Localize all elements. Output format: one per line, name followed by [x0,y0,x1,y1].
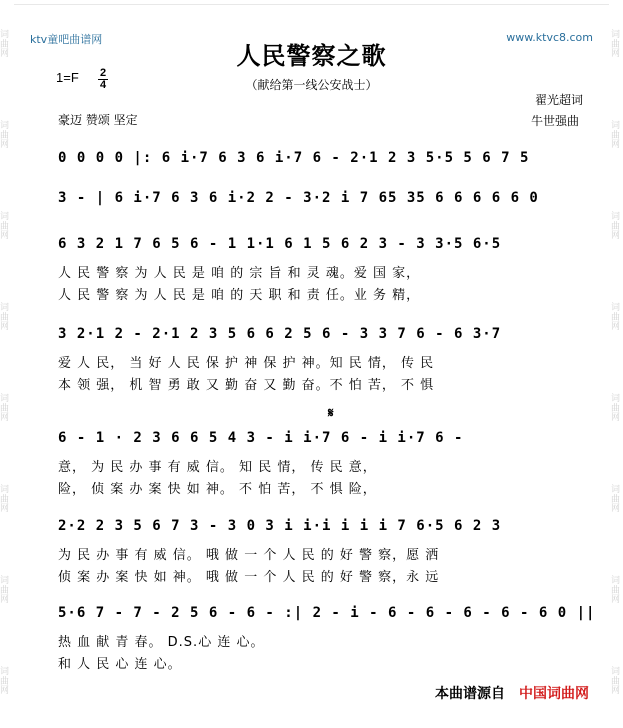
watermark-border-text: 词 曲 网 [611,394,621,424]
watermark-site-left: ktv童吧曲谱网 [30,33,103,46]
lyrics-line-4-verse-1: 爱 人 民， 当 好 人 民 保 护 神 保 护 神。知 民 情， 传 民 [58,356,435,371]
notation-line-2: 3 - | 6 i·7 6 3 6 i·2 2 - 3·2 i 7 65 35 6 6 6 6 6 0 [58,190,539,206]
watermark-border-text: 词 曲 网 [0,303,10,333]
time-signature [96,68,110,91]
watermark-border-text: 词 曲 网 [611,667,621,697]
lyricist: 翟光超词 [534,93,583,107]
watermark-border-text: 词 曲 网 [0,485,10,515]
source-credit [435,683,589,703]
notation-line-1: 0 0 0 0 |: 6 i·7 6 3 6 i·7 6 - 2·1 2 3 5·5 5 6 7 5 [58,150,530,166]
dedication: （献给第一线公安战士） [245,78,378,92]
watermark-border-text: 词 曲 网 [611,212,621,242]
top-rule [14,4,609,5]
right-watermark-strip [611,0,623,728]
lyrics-line-6-verse-2: 侦 案 办 案 快 如 神。 哦 做 一 个 人 民 的 好 警 察，永 远 [58,570,440,585]
watermark-border-text: 词 曲 网 [0,576,10,606]
notation-line-7: 5·6 7 - 7 - 2 5 6 - 6 - :| 2 - i - 6 - 6 - 6 - 6 - 6 0 || [58,605,596,621]
notation-line-5: 6 - 1 · 2 3 6 6 5 4 3 - i i·7 6 - i i·7 6 - [58,430,464,446]
notation-line-6: 2·2 2 3 5 6 7 3 - 3 0 3 i i·i i i i 7 6·5 6 2 3 [58,518,502,534]
watermark-border-text: 词 曲 网 [611,576,621,606]
lyrics-line-4-verse-2: 本 领 强， 机 智 勇 敢 又 勤 奋 又 勤 奋。不 怕 苦， 不 惧 [58,378,435,393]
tempo-marking: 豪迈 赞颂 坚定 [58,113,138,127]
watermark-site-right: www.ktvc8.com [506,31,593,44]
left-watermark-strip [0,0,12,728]
watermark-border-text: 词 曲 网 [611,30,621,60]
watermark-border-text: 词 曲 网 [0,121,10,151]
lyrics-line-5-verse-1: 意， 为 民 办 事 有 威 信。 知 民 情， 传 民 意， [58,460,377,475]
source-credit-prefix: 本曲谱源自 [435,686,505,702]
time-signature-top: 2 [99,67,107,79]
composer: 牛世强曲 [530,114,579,128]
lyrics-line-5-verse-2: 险， 侦 案 办 案 快 如 神。 不 怕 苦， 不 惧 险， [58,482,377,497]
watermark-border-text: 词 曲 网 [611,121,621,151]
lyrics-line-7-verse-1: 热 血 献 青 春。 D.S.心 连 心。 [58,635,265,650]
watermark-border-text: 词 曲 网 [0,212,10,242]
notation-line-3: 6 3 2 1 7 6 5 6 - 1 1·1 6 1 5 6 2 3 - 3 3·5 6·5 [58,236,502,252]
key-signature: 1=F [56,70,79,85]
watermark-border-text: 词 曲 网 [0,394,10,424]
notation-line-4: 3 2·1 2 - 2·1 2 3 5 6 6 2 5 6 - 3 3 7 6 - 6 3·7 [58,326,502,342]
lyrics-line-3-verse-1: 人 民 警 察 为 人 民 是 咱 的 宗 旨 和 灵 魂。爱 国 家， [58,266,421,281]
song-title: 人民警察之歌 [236,42,387,70]
watermark-border-text: 词 曲 网 [0,667,10,697]
source-credit-brand: 中国词曲网 [519,686,589,702]
time-signature-bottom: 4 [99,79,107,91]
segno-sign: 𝄋 [328,406,334,421]
lyrics-line-3-verse-2: 人 民 警 察 为 人 民 是 咱 的 天 职 和 责 任。业 务 精， [58,288,421,303]
watermark-border-text: 词 曲 网 [611,485,621,515]
lyrics-line-6-verse-1: 为 民 办 事 有 威 信。 哦 做 一 个 人 民 的 好 警 察，愿 洒 [58,548,440,563]
lyrics-line-7-verse-2: 和 人 民 心 连 心。 [58,657,182,672]
watermark-border-text: 词 曲 网 [0,30,10,60]
watermark-border-text: 词 曲 网 [611,303,621,333]
